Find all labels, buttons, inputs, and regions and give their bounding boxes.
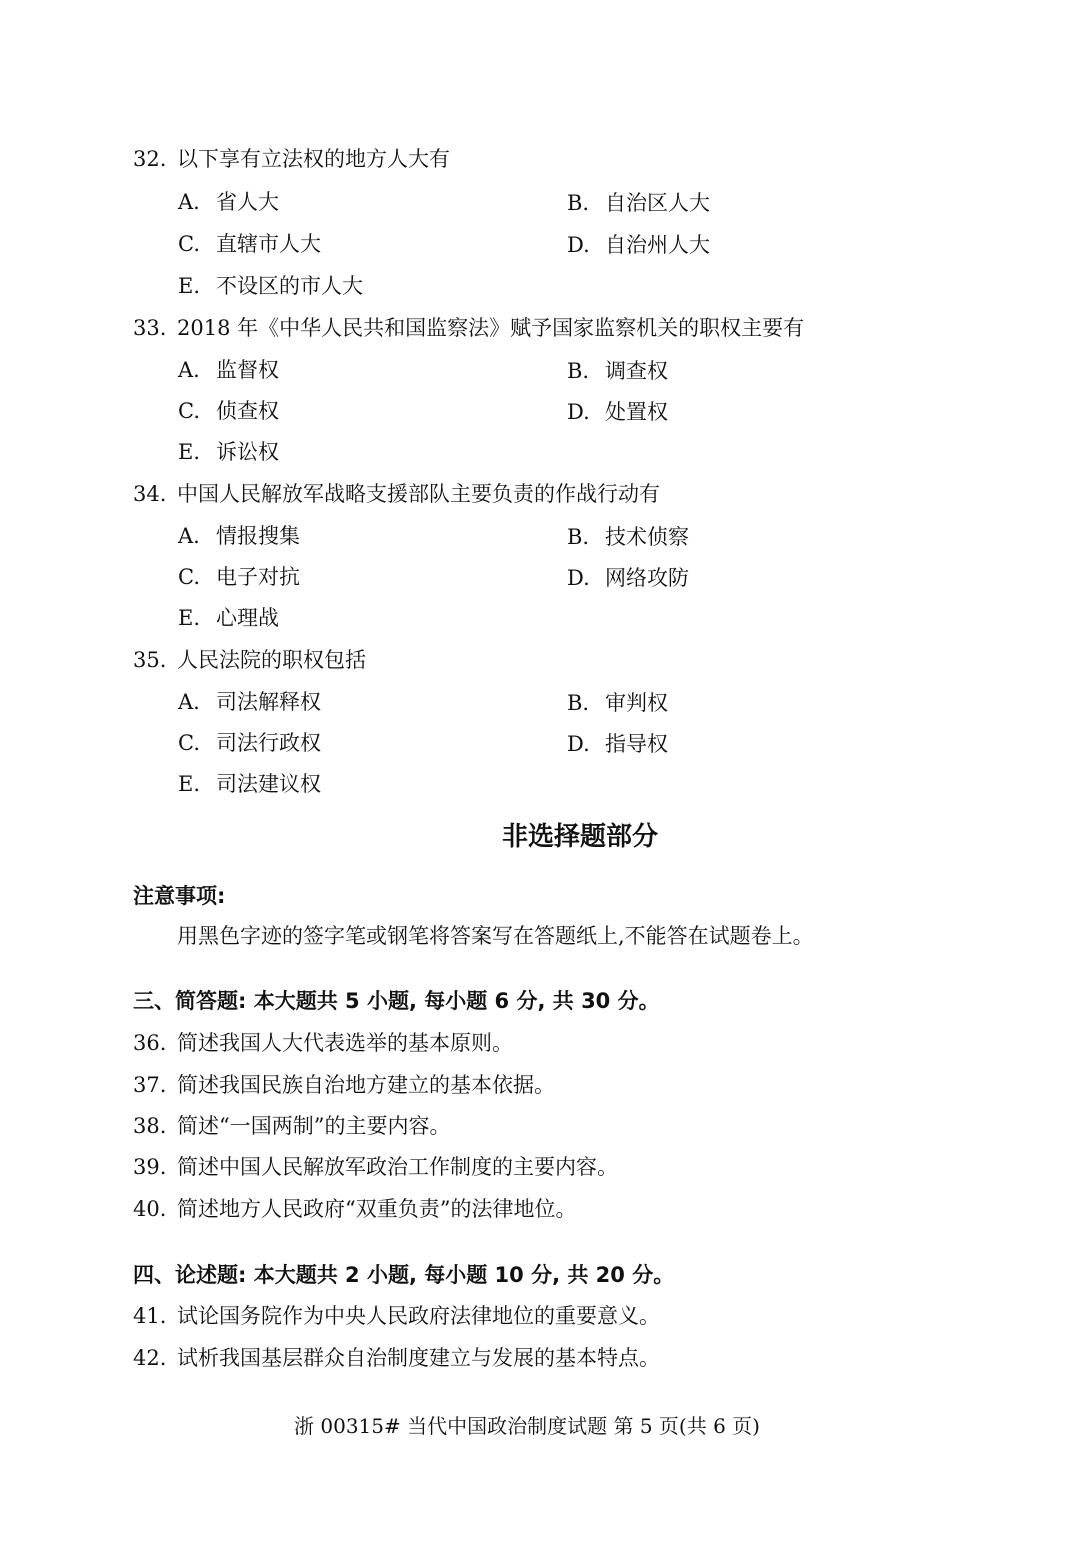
question-stem: 中国人民解放军战略支援部队主要负责的作战行动有 [177,482,660,506]
question-34 [133,480,660,508]
question-33 [133,314,804,342]
option-b: B. 技术侦察 [567,525,689,549]
option-c: C. 侦查权 [178,399,279,423]
option-e: E. 司法建议权 [178,772,321,796]
question-stem: 以下享有立法权的地方人大有 [177,147,450,171]
question-number: 35. [133,648,167,672]
question-stem: 人民法院的职权包括 [177,648,366,672]
question-37: 37. 简述我国民族自治地方建立的基本依据。 [133,1073,555,1097]
page-footer: 浙 00315# 当代中国政治制度试题 第 5 页(共 6 页) [294,1414,760,1438]
question-36: 36. 简述我国人大代表选举的基本原则。 [133,1031,513,1055]
option-e: E. 诉讼权 [178,440,279,464]
question-number: 33. [133,316,167,340]
option-b: B. 审判权 [567,691,668,715]
notice-label: 注意事项: [133,884,226,908]
part4-heading: 四、论述题: 本大题共 2 小题, 每小题 10 分, 共 20 分。 [133,1263,675,1287]
option-d: D. 指导权 [567,732,668,756]
option-c: C. 司法行政权 [178,731,321,755]
option-a: A. 监督权 [178,358,279,382]
notice-text: 用黑色字迹的签字笔或钢笔将答案写在答题纸上,不能答在试题卷上。 [177,924,814,948]
question-41: 41. 试论国务院作为中央人民政府法律地位的重要意义。 [133,1304,660,1328]
option-b: B. 自治区人大 [567,191,710,215]
question-38: 38. 简述“一国两制”的主要内容。 [133,1114,451,1138]
section-title: 非选择题部分 [501,822,658,852]
option-d: D. 网络攻防 [567,566,689,590]
option-c: C. 直辖市人大 [178,232,321,256]
option-d: D. 自治州人大 [567,233,710,257]
option-b: B. 调查权 [567,359,668,383]
question-number: 32. [133,147,167,171]
option-e: E. 心理战 [178,606,279,630]
part3-heading: 三、简答题: 本大题共 5 小题, 每小题 6 分, 共 30 分。 [133,989,660,1013]
question-40: 40. 简述地方人民政府“双重负责”的法律地位。 [133,1197,577,1221]
option-a: A. 情报搜集 [178,524,300,548]
question-35 [133,646,366,674]
question-number: 34. [133,482,167,506]
option-e: E. 不设区的市人大 [178,274,363,298]
option-a: A. 司法解释权 [178,690,321,714]
option-c: C. 电子对抗 [178,565,300,589]
question-42: 42. 试析我国基层群众自治制度建立与发展的基本特点。 [133,1346,660,1370]
question-32 [133,145,450,173]
option-a: A. 省人大 [178,190,279,214]
question-39: 39. 简述中国人民解放军政治工作制度的主要内容。 [133,1155,618,1179]
option-d: D. 处置权 [567,400,668,424]
question-stem: 2018 年《中华人民共和国监察法》赋予国家监察机关的职权主要有 [177,316,805,340]
